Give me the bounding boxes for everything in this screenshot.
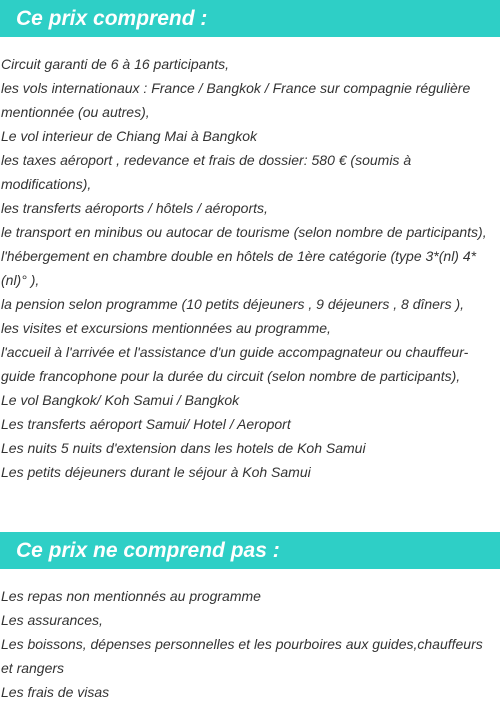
excludes-header: Ce prix ne comprend pas : xyxy=(0,532,500,569)
includes-list xyxy=(0,52,500,484)
list-item: Les nuits 5 nuits d'extension dans les hotels de Koh Samui xyxy=(1,440,366,456)
price-excludes-section xyxy=(0,532,500,704)
list-item: Le vol interieur de Chiang Mai à Bangkok xyxy=(1,128,258,144)
list-item: le transport en minibus ou autocar de tourisme (selon nombre de participants), xyxy=(1,224,487,240)
list-item: Les transferts aéroport Samui/ Hotel / Aeroport xyxy=(1,416,291,432)
list-item: Les repas non mentionnés au programme xyxy=(1,588,261,604)
list-item: Les assurances, xyxy=(1,612,103,628)
list-item: la pension selon programme (10 petits déjeuners , 9 déjeuners , 8 dîners ), xyxy=(1,296,465,312)
list-item: Les frais de visas xyxy=(1,684,110,700)
list-item: l'accueil à l'arrivée et l'assistance d'un guide accompagnateur ou chauffeur-guide francophone pour la durée du circuit (selon nombre de participants), xyxy=(1,344,469,384)
list-item: Circuit garanti de 6 à 16 participants, xyxy=(1,56,230,72)
list-item: les vols internationaux : France / Bangkok / France sur compagnie régulière mentionnée (ou autres), xyxy=(1,80,471,120)
list-item: Les petits déjeuners durant le séjour à Koh Samui xyxy=(1,464,311,480)
excludes-list xyxy=(0,584,500,704)
list-item: les transferts aéroports / hôtels / aéroports, xyxy=(1,200,268,216)
list-item: les visites et excursions mentionnées au programme, xyxy=(1,320,331,336)
list-item: l'hébergement en chambre double en hôtels de 1ère catégorie (type 3*(nl) 4*(nl)° ), xyxy=(1,248,477,288)
list-item: Le vol Bangkok/ Koh Samui / Bangkok xyxy=(1,392,240,408)
includes-header: Ce prix comprend : xyxy=(0,0,500,37)
list-item: Les boissons, dépenses personnelles et les pourboires aux guides,chauffeurs et rangers xyxy=(1,636,483,676)
list-item: les taxes aéroport , redevance et frais de dossier: 580 € (soumis à modifications), xyxy=(1,152,412,192)
